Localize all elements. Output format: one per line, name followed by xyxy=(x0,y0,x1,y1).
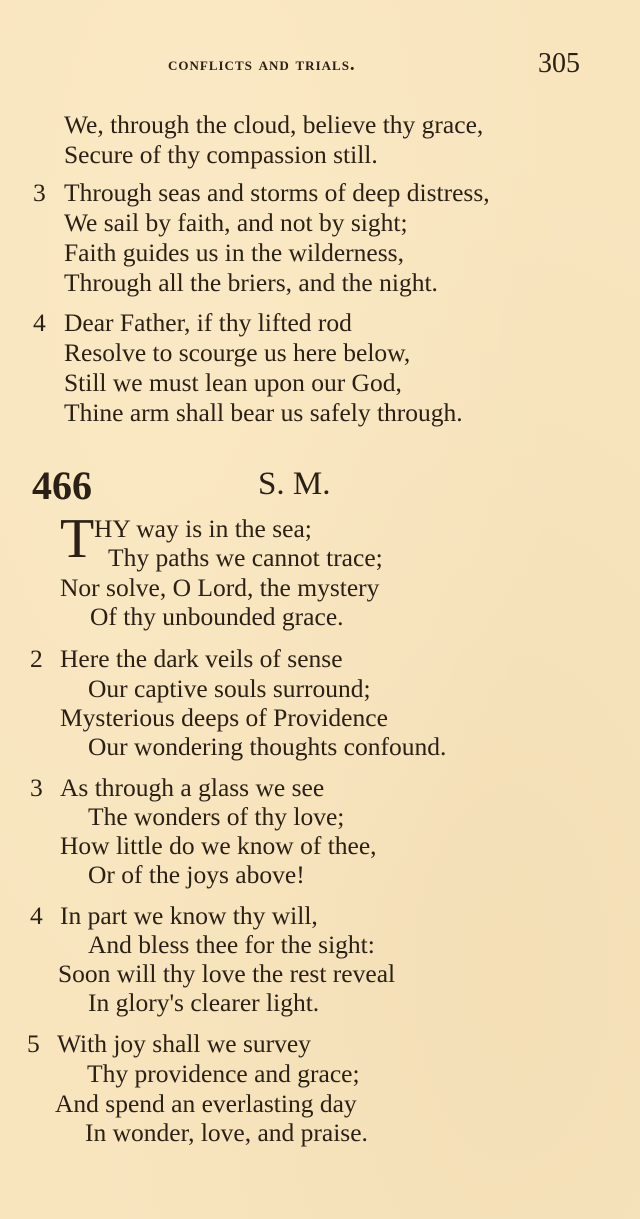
stanza-number: 2 xyxy=(30,644,43,673)
stanza-line: Still we must lean upon our God, xyxy=(64,368,402,397)
stanza-line: Or of the joys above! xyxy=(88,860,305,889)
stanza-line: Our captive souls surround; xyxy=(88,674,371,703)
running-title: conflicts and trials. xyxy=(168,54,356,75)
stanza-line: Thine arm shall bear us safely through. xyxy=(64,398,463,427)
stanza-number: 4 xyxy=(30,901,43,930)
stanza-line: Through all the briers, and the night. xyxy=(64,268,438,297)
stanza-line: And bless thee for the sight: xyxy=(88,930,375,959)
stanza-line: HY way is in the sea; xyxy=(94,514,312,543)
stanza-line: In wonder, love, and praise. xyxy=(85,1118,368,1147)
stanza-line: And spend an everlasting day xyxy=(55,1089,357,1118)
stanza-line: The wonders of thy love; xyxy=(88,802,345,831)
stanza-line: Resolve to scourge us here below, xyxy=(64,338,411,367)
stanza-line: Nor solve, O Lord, the mystery xyxy=(60,573,380,602)
stanza-number: 3 xyxy=(33,178,46,207)
stanza-number: 4 xyxy=(33,308,46,337)
stanza-line: Dear Father, if thy lifted rod xyxy=(64,308,352,337)
stanza-line: We sail by faith, and not by sight; xyxy=(64,208,408,237)
stanza-line: Thy paths we cannot trace; xyxy=(108,543,383,572)
stanza-line: How little do we know of thee, xyxy=(60,831,377,860)
stanza-line: Mysterious deeps of Providence xyxy=(60,703,388,732)
stanza-line: With joy shall we survey xyxy=(57,1029,311,1058)
stanza-number: 3 xyxy=(30,773,43,802)
hymn-number: 466 xyxy=(32,463,92,508)
stanza-line: Faith guides us in the wilderness, xyxy=(64,238,404,267)
page-number: 305 xyxy=(538,48,580,79)
stanza-line: In glory's clearer light. xyxy=(88,988,320,1017)
stanza-line: Through seas and storms of deep distress, xyxy=(64,178,490,207)
hymn-meter: S. M. xyxy=(258,466,331,502)
drop-cap: T xyxy=(60,508,95,570)
stanza-line: Thy providence and grace; xyxy=(87,1059,360,1088)
continuation-line: We, through the cloud, believe thy grace, xyxy=(64,110,484,139)
stanza-number: 5 xyxy=(27,1029,40,1058)
stanza-line: Soon will thy love the rest reveal xyxy=(58,959,396,988)
stanza-line: As through a glass we see xyxy=(60,773,325,802)
continuation-line: Secure of thy compassion still. xyxy=(64,140,378,169)
stanza-line: Of thy unbounded grace. xyxy=(90,602,344,631)
stanza-line: Our wondering thoughts confound. xyxy=(88,732,447,761)
stanza-line: In part we know thy will, xyxy=(60,901,318,930)
stanza-line: Here the dark veils of sense xyxy=(60,644,343,673)
